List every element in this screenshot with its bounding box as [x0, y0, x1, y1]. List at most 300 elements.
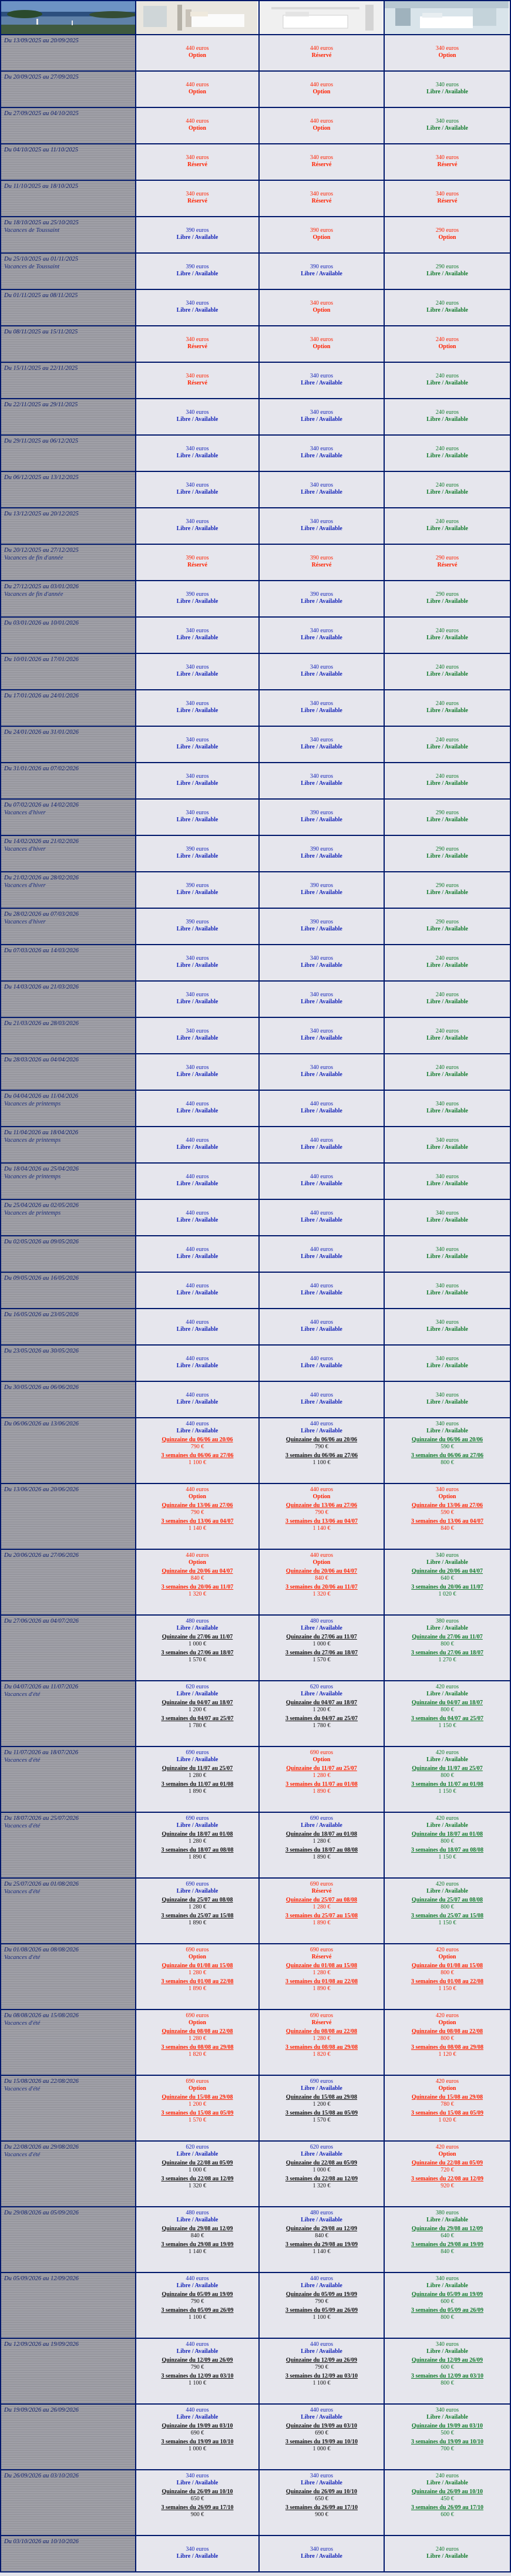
booking-cell[interactable] — [136, 2273, 260, 2339]
booking-cell[interactable] — [385, 326, 511, 363]
booking-cell[interactable] — [260, 363, 385, 399]
booking-cell[interactable] — [260, 1273, 385, 1309]
booking-cell[interactable] — [260, 1879, 385, 1944]
three-weeks-link[interactable]: 3 semaines du 05/09 au 26/09 — [285, 2307, 358, 2314]
booking-cell[interactable] — [260, 1091, 385, 1127]
booking-cell[interactable] — [260, 181, 385, 217]
three-weeks-link[interactable]: 3 semaines du 26/09 au 17/10 — [285, 2504, 358, 2511]
booking-cell[interactable] — [136, 618, 260, 654]
booking-cell[interactable] — [260, 872, 385, 909]
three-weeks-link[interactable]: 3 semaines du 05/09 au 26/09 — [161, 2307, 234, 2314]
three-weeks-link[interactable]: 3 semaines du 04/07 au 25/07 — [411, 1715, 484, 1722]
booking-cell[interactable] — [385, 217, 511, 254]
booking-cell[interactable] — [136, 727, 260, 763]
fortnight-link[interactable]: Quinzaine du 11/07 au 25/07 — [162, 1765, 233, 1772]
three-weeks-price: 1 820 € — [312, 2051, 331, 2058]
fortnight-link[interactable]: Quinzaine du 15/08 au 29/08 — [162, 2094, 233, 2100]
booking-cell[interactable] — [260, 1018, 385, 1054]
three-weeks-link[interactable]: 3 semaines du 06/06 au 27/06 — [285, 1452, 358, 1459]
booking-cell[interactable] — [260, 254, 385, 290]
status-badge: Option — [188, 52, 206, 59]
booking-cell[interactable] — [385, 144, 511, 181]
price-week: 340 euros — [186, 1028, 209, 1034]
booking-cell[interactable] — [385, 763, 511, 800]
booking-cell[interactable] — [385, 472, 511, 508]
booking-cell[interactable] — [385, 1616, 511, 1681]
status-badge: Libre / Available — [426, 780, 468, 787]
booking-cell[interactable] — [260, 326, 385, 363]
booking-cell[interactable] — [385, 1054, 511, 1091]
booking-cell[interactable] — [136, 2010, 260, 2076]
booking-cell[interactable] — [260, 2273, 385, 2339]
booking-cell[interactable] — [136, 2142, 260, 2207]
booking-cell[interactable] — [136, 581, 260, 618]
booking-cell[interactable] — [136, 472, 260, 508]
booking-cell[interactable] — [136, 1382, 260, 1418]
fortnight-link[interactable]: Quinzaine du 19/09 au 03/10 — [162, 2423, 233, 2429]
booking-cell[interactable] — [385, 945, 511, 982]
three-weeks-link[interactable]: 3 semaines du 22/08 au 12/09 — [161, 2176, 234, 2182]
fortnight-link[interactable]: Quinzaine du 12/09 au 26/09 — [411, 2357, 483, 2363]
price-week: 340 euros — [310, 154, 334, 161]
price-week: 340 euros — [186, 2473, 209, 2479]
booking-cell[interactable] — [260, 1382, 385, 1418]
fortnight-link[interactable]: Quinzaine du 29/08 au 12/09 — [411, 2226, 483, 2232]
price-week: 690 euros — [186, 1947, 209, 1953]
fortnight-link[interactable]: Quinzaine du 01/08 au 15/08 — [162, 1963, 233, 1969]
booking-cell[interactable] — [136, 399, 260, 436]
booking-cell[interactable] — [260, 581, 385, 618]
booking-cell[interactable] — [136, 1309, 260, 1346]
booking-cell[interactable] — [385, 2142, 511, 2207]
fortnight-link[interactable]: Quinzaine du 12/09 au 26/09 — [162, 2357, 233, 2363]
week-label — [0, 2076, 136, 2142]
booking-cell[interactable] — [260, 1813, 385, 1879]
three-weeks-link[interactable]: 3 semaines du 15/08 au 05/09 — [411, 2110, 484, 2116]
three-weeks-link[interactable]: 3 semaines du 06/06 au 27/06 — [411, 1452, 484, 1459]
booking-cell[interactable] — [136, 872, 260, 909]
fortnight-link[interactable]: Quinzaine du 15/08 au 29/08 — [411, 2094, 483, 2100]
three-weeks-link[interactable]: 3 semaines du 25/07 au 15/08 — [161, 1913, 234, 1919]
booking-cell[interactable] — [260, 654, 385, 690]
booking-cell[interactable] — [136, 1054, 260, 1091]
booking-cell[interactable] — [136, 217, 260, 254]
three-weeks-link[interactable]: 3 semaines du 22/08 au 12/09 — [285, 2176, 358, 2182]
booking-cell[interactable] — [385, 1200, 511, 1236]
booking-cell[interactable] — [136, 945, 260, 982]
booking-cell[interactable] — [260, 1550, 385, 1616]
fortnight-link[interactable]: Quinzaine du 05/09 au 19/09 — [411, 2291, 483, 2298]
fortnight-link[interactable]: Quinzaine du 27/06 au 11/07 — [162, 1634, 233, 1640]
three-weeks-link[interactable]: 3 semaines du 20/06 au 11/07 — [285, 1584, 358, 1590]
holiday-label: Vacances d'été — [4, 1889, 41, 1895]
booking-cell[interactable] — [136, 1879, 260, 1944]
booking-cell[interactable] — [136, 35, 260, 72]
fortnight-link[interactable]: Quinzaine du 25/07 au 08/08 — [285, 1897, 358, 1903]
booking-cell[interactable] — [136, 72, 260, 108]
booking-cell[interactable] — [136, 1944, 260, 2010]
booking-cell[interactable] — [136, 108, 260, 144]
three-weeks-link[interactable]: 3 semaines du 08/08 au 29/08 — [285, 2044, 358, 2051]
booking-cell[interactable] — [136, 2536, 260, 2572]
booking-cell[interactable] — [385, 2076, 511, 2142]
booking-cell[interactable] — [260, 1200, 385, 1236]
three-weeks-link[interactable]: 3 semaines du 18/07 au 08/08 — [161, 1847, 234, 1853]
fortnight-link[interactable]: Quinzaine du 13/06 au 27/06 — [411, 1502, 483, 1509]
booking-cell[interactable] — [260, 2207, 385, 2273]
booking-cell[interactable] — [136, 2076, 260, 2142]
fortnight-link[interactable]: Quinzaine du 18/07 au 01/08 — [285, 1831, 358, 1837]
fortnight-link[interactable]: Quinzaine du 19/09 au 03/10 — [285, 2423, 358, 2429]
three-weeks-price: 1 570 € — [312, 1657, 331, 1663]
booking-cell[interactable] — [260, 727, 385, 763]
status-badge: Réservé — [311, 1954, 332, 1960]
fortnight-link[interactable]: Quinzaine du 18/07 au 01/08 — [162, 1831, 233, 1837]
booking-cell[interactable] — [260, 72, 385, 108]
booking-cell[interactable] — [136, 800, 260, 836]
booking-cell[interactable] — [385, 1944, 511, 2010]
fortnight-link[interactable]: Quinzaine du 22/08 au 05/09 — [162, 2160, 233, 2166]
status-badge: Libre / Available — [301, 817, 342, 823]
booking-cell[interactable] — [260, 618, 385, 654]
booking-cell[interactable] — [260, 1747, 385, 1813]
fortnight-link[interactable]: Quinzaine du 04/07 au 18/07 — [162, 1700, 233, 1706]
booking-cell[interactable] — [136, 2207, 260, 2273]
booking-cell[interactable] — [260, 1236, 385, 1273]
booking-cell[interactable] — [136, 763, 260, 800]
fortnight-link[interactable]: Quinzaine du 20/06 au 04/07 — [411, 1568, 483, 1574]
booking-cell[interactable] — [385, 290, 511, 326]
fortnight-link[interactable]: Quinzaine du 08/08 au 22/08 — [411, 2028, 483, 2035]
booking-cell[interactable] — [260, 1346, 385, 1382]
booking-cell[interactable] — [385, 2273, 511, 2339]
fortnight-link[interactable]: Quinzaine du 05/09 au 19/09 — [162, 2291, 233, 2298]
booking-cell[interactable] — [260, 800, 385, 836]
booking-cell[interactable] — [136, 1018, 260, 1054]
booking-cell[interactable] — [136, 363, 260, 399]
booking-cell[interactable] — [260, 508, 385, 545]
booking-cell[interactable] — [136, 2339, 260, 2405]
three-weeks-link[interactable]: 3 semaines du 04/07 au 25/07 — [285, 1715, 358, 1722]
booking-cell[interactable] — [385, 618, 511, 654]
fortnight-link[interactable]: Quinzaine du 06/06 au 20/06 — [411, 1437, 483, 1443]
booking-cell[interactable] — [136, 2470, 260, 2536]
fortnight-link[interactable]: Quinzaine du 04/07 au 18/07 — [411, 1700, 483, 1706]
three-weeks-link[interactable]: 3 semaines du 15/08 au 05/09 — [161, 2110, 234, 2116]
fortnight-link[interactable]: Quinzaine du 19/09 au 03/10 — [411, 2423, 483, 2429]
booking-cell[interactable] — [385, 2536, 511, 2572]
booking-cell[interactable] — [136, 326, 260, 363]
booking-cell[interactable] — [385, 254, 511, 290]
three-weeks-link[interactable]: 3 semaines du 26/09 au 17/10 — [411, 2504, 484, 2511]
booking-cell[interactable] — [136, 254, 260, 290]
fortnight-link[interactable]: Quinzaine du 29/08 au 12/09 — [162, 2226, 233, 2232]
booking-cell[interactable] — [136, 545, 260, 581]
booking-cell[interactable] — [385, 1236, 511, 1273]
status-badge: Libre / Available — [176, 744, 218, 750]
booking-cell[interactable] — [136, 1747, 260, 1813]
booking-cell[interactable] — [385, 2207, 511, 2273]
booking-cell[interactable] — [136, 1550, 260, 1616]
booking-cell[interactable] — [260, 1309, 385, 1346]
booking-cell[interactable] — [136, 1236, 260, 1273]
price-week: 440 euros — [186, 1174, 209, 1180]
booking-cell[interactable] — [385, 1382, 511, 1418]
booking-cell[interactable] — [385, 1418, 511, 1484]
three-weeks-link[interactable]: 3 semaines du 29/08 au 19/09 — [285, 2241, 358, 2248]
booking-cell[interactable] — [385, 1813, 511, 1879]
three-weeks-link[interactable]: 3 semaines du 08/08 au 29/08 — [411, 2044, 484, 2051]
booking-cell[interactable] — [260, 1681, 385, 1747]
booking-cell[interactable] — [136, 2405, 260, 2470]
price-week: 240 euros — [435, 300, 459, 306]
booking-cell[interactable] — [385, 72, 511, 108]
price-week: 340 euros — [186, 700, 209, 707]
booking-cell[interactable] — [385, 2339, 511, 2405]
three-weeks-link[interactable]: 3 semaines du 27/06 au 18/07 — [411, 1650, 484, 1656]
three-weeks-link[interactable]: 3 semaines du 12/09 au 03/10 — [161, 2373, 234, 2379]
booking-cell[interactable] — [385, 545, 511, 581]
booking-cell[interactable] — [385, 436, 511, 472]
booking-cell[interactable] — [136, 1813, 260, 1879]
booking-cell[interactable] — [260, 1054, 385, 1091]
three-weeks-link[interactable]: 3 semaines du 25/07 au 15/08 — [411, 1913, 484, 1919]
three-weeks-link[interactable]: 3 semaines du 11/07 au 01/08 — [411, 1781, 483, 1788]
booking-cell[interactable] — [385, 508, 511, 545]
booking-cell[interactable] — [385, 108, 511, 144]
booking-cell[interactable] — [260, 763, 385, 800]
price-week: 690 euros — [186, 1881, 209, 1887]
booking-cell[interactable] — [260, 1944, 385, 2010]
price-week: 340 euros — [186, 664, 209, 670]
status-badge: Libre / Available — [176, 962, 218, 969]
booking-cell[interactable] — [385, 1164, 511, 1200]
booking-cell[interactable] — [260, 690, 385, 727]
three-weeks-link[interactable]: 3 semaines du 22/08 au 12/09 — [411, 2176, 484, 2182]
booking-cell[interactable] — [385, 1309, 511, 1346]
booking-cell[interactable] — [260, 2339, 385, 2405]
booking-cell[interactable] — [385, 727, 511, 763]
booking-cell[interactable] — [260, 399, 385, 436]
booking-cell[interactable] — [260, 472, 385, 508]
fortnight-link[interactable]: Quinzaine du 08/08 au 22/08 — [285, 2028, 358, 2035]
fortnight-link[interactable]: Quinzaine du 13/06 au 27/06 — [162, 1502, 233, 1509]
booking-cell[interactable] — [385, 872, 511, 909]
booking-cell[interactable] — [136, 836, 260, 872]
booking-cell[interactable] — [260, 1164, 385, 1200]
fortnight-link[interactable]: Quinzaine du 11/07 au 25/07 — [286, 1765, 357, 1772]
three-weeks-link[interactable]: 3 semaines du 27/06 au 18/07 — [161, 1650, 234, 1656]
booking-cell[interactable] — [260, 1616, 385, 1681]
booking-cell[interactable] — [136, 1164, 260, 1200]
fortnight-link[interactable]: Quinzaine du 27/06 au 11/07 — [286, 1634, 357, 1640]
booking-cell[interactable] — [385, 1127, 511, 1164]
booking-cell[interactable] — [260, 2076, 385, 2142]
booking-cell[interactable] — [260, 144, 385, 181]
booking-cell[interactable] — [136, 144, 260, 181]
fortnight-link[interactable]: Quinzaine du 15/08 au 29/08 — [285, 2094, 358, 2100]
three-weeks-link[interactable]: 3 semaines du 01/08 au 22/08 — [161, 1978, 234, 1985]
booking-cell[interactable] — [136, 1681, 260, 1747]
booking-cell[interactable] — [385, 1550, 511, 1616]
three-weeks-link[interactable]: 3 semaines du 01/08 au 22/08 — [285, 1978, 358, 1985]
booking-cell[interactable] — [260, 2470, 385, 2536]
booking-cell[interactable] — [385, 181, 511, 217]
booking-cell[interactable] — [260, 545, 385, 581]
booking-cell[interactable] — [260, 217, 385, 254]
three-weeks-link[interactable]: 3 semaines du 20/06 au 11/07 — [411, 1584, 483, 1590]
booking-cell[interactable] — [385, 800, 511, 836]
three-weeks-link[interactable]: 3 semaines du 11/07 au 01/08 — [161, 1781, 234, 1788]
week-dates: Du 20/09/2025 au 27/09/2025 — [4, 74, 79, 80]
fortnight-link[interactable]: Quinzaine du 06/06 au 20/06 — [162, 1437, 233, 1443]
three-weeks-link[interactable]: 3 semaines du 13/06 au 04/07 — [285, 1518, 358, 1525]
fortnight-link[interactable]: Quinzaine du 25/07 au 08/08 — [162, 1897, 233, 1903]
booking-cell[interactable] — [136, 909, 260, 945]
three-weeks-link[interactable]: 3 semaines du 19/09 au 10/10 — [285, 2439, 358, 2445]
booking-cell[interactable] — [136, 290, 260, 326]
booking-cell[interactable] — [385, 1747, 511, 1813]
booking-cell[interactable] — [136, 690, 260, 727]
booking-cell[interactable] — [260, 35, 385, 72]
three-weeks-link[interactable]: 3 semaines du 26/09 au 17/10 — [161, 2504, 234, 2511]
status-badge: Libre / Available — [426, 1691, 468, 1697]
booking-cell[interactable] — [260, 2536, 385, 2572]
booking-cell[interactable] — [260, 436, 385, 472]
three-weeks-link[interactable]: 3 semaines du 01/08 au 22/08 — [411, 1978, 484, 1985]
booking-cell[interactable] — [260, 2405, 385, 2470]
fortnight-link[interactable]: Quinzaine du 05/09 au 19/09 — [285, 2291, 358, 2298]
fortnight-link[interactable]: Quinzaine du 04/07 au 18/07 — [285, 1700, 358, 1706]
fortnight-link[interactable]: Quinzaine du 22/08 au 05/09 — [411, 2160, 483, 2166]
booking-cell[interactable] — [260, 1418, 385, 1484]
booking-cell[interactable] — [136, 1616, 260, 1681]
booking-cell[interactable] — [385, 982, 511, 1018]
booking-cell[interactable] — [385, 1681, 511, 1747]
booking-cell[interactable] — [385, 35, 511, 72]
booking-cell[interactable] — [385, 581, 511, 618]
fortnight-link[interactable]: Quinzaine du 12/09 au 26/09 — [285, 2357, 358, 2363]
booking-cell[interactable] — [385, 399, 511, 436]
fortnight-link[interactable]: Quinzaine du 01/08 au 15/08 — [411, 1963, 483, 1969]
three-weeks-link[interactable]: 3 semaines du 29/08 au 19/09 — [411, 2241, 484, 2248]
fortnight-link[interactable]: Quinzaine du 11/07 au 25/07 — [412, 1765, 483, 1772]
fortnight-link[interactable]: Quinzaine du 18/07 au 01/08 — [411, 1831, 483, 1837]
booking-cell[interactable] — [385, 1484, 511, 1550]
booking-cell[interactable] — [136, 1091, 260, 1127]
fortnight-link[interactable]: Quinzaine du 13/06 au 27/06 — [285, 1502, 358, 1509]
status-badge: Libre / Available — [301, 2348, 342, 2355]
three-weeks-link[interactable]: 3 semaines du 05/09 au 26/09 — [411, 2307, 484, 2314]
booking-cell[interactable] — [385, 1346, 511, 1382]
fortnight-link[interactable]: Quinzaine du 06/06 au 20/06 — [285, 1437, 358, 1443]
three-weeks-link[interactable]: 3 semaines du 15/08 au 05/09 — [285, 2110, 358, 2116]
fortnight-link[interactable]: Quinzaine du 26/09 au 10/10 — [162, 2489, 233, 2495]
booking-cell[interactable] — [260, 1484, 385, 1550]
booking-cell[interactable] — [385, 690, 511, 727]
three-weeks-link[interactable]: 3 semaines du 12/09 au 03/10 — [285, 2373, 358, 2379]
booking-cell[interactable] — [260, 982, 385, 1018]
three-weeks-link[interactable]: 3 semaines du 06/06 au 27/06 — [161, 1452, 234, 1459]
three-weeks-link[interactable]: 3 semaines du 13/06 au 04/07 — [411, 1518, 484, 1525]
fortnight-link[interactable]: Quinzaine du 26/09 au 10/10 — [285, 2489, 358, 2495]
booking-cell[interactable] — [385, 1018, 511, 1054]
three-weeks-link[interactable]: 3 semaines du 27/06 au 18/07 — [285, 1650, 358, 1656]
booking-cell[interactable] — [385, 1879, 511, 1944]
booking-cell[interactable] — [260, 1127, 385, 1164]
three-weeks-link[interactable]: 3 semaines du 29/08 au 19/09 — [161, 2241, 234, 2248]
three-weeks-link[interactable]: 3 semaines du 04/07 au 25/07 — [161, 1715, 234, 1722]
booking-cell[interactable] — [136, 1273, 260, 1309]
holiday-label: Vacances de fin d'année — [4, 555, 63, 561]
fortnight-link[interactable]: Quinzaine du 20/06 au 04/07 — [285, 1568, 358, 1574]
fortnight-link[interactable]: Quinzaine du 08/08 au 22/08 — [162, 2028, 233, 2035]
booking-cell[interactable] — [385, 2470, 511, 2536]
booking-cell[interactable] — [260, 945, 385, 982]
fortnight-link[interactable]: Quinzaine du 26/09 au 10/10 — [411, 2489, 483, 2495]
booking-cell[interactable] — [260, 2142, 385, 2207]
fortnight-link[interactable]: Quinzaine du 20/06 au 04/07 — [162, 1568, 233, 1574]
booking-cell[interactable] — [260, 909, 385, 945]
booking-cell[interactable] — [136, 508, 260, 545]
booking-cell[interactable] — [260, 2010, 385, 2076]
three-weeks-link[interactable]: 3 semaines du 08/08 au 29/08 — [161, 2044, 234, 2051]
fortnight-link[interactable]: Quinzaine du 27/06 au 11/07 — [412, 1634, 483, 1640]
three-weeks-link[interactable]: 3 semaines du 18/07 au 08/08 — [285, 1847, 358, 1853]
booking-cell[interactable] — [136, 982, 260, 1018]
booking-cell[interactable] — [136, 1418, 260, 1484]
fortnight-price: 590 € — [441, 1444, 454, 1450]
three-weeks-link[interactable]: 3 semaines du 19/09 au 10/10 — [411, 2439, 484, 2445]
booking-cell[interactable] — [260, 290, 385, 326]
fortnight-link[interactable]: Quinzaine du 22/08 au 05/09 — [285, 2160, 358, 2166]
booking-cell[interactable] — [385, 2010, 511, 2076]
fortnight-link[interactable]: Quinzaine du 29/08 au 12/09 — [285, 2226, 358, 2232]
fortnight-price: 640 € — [441, 2233, 454, 2239]
booking-cell[interactable] — [385, 2405, 511, 2470]
fortnight-link[interactable]: Quinzaine du 25/07 au 08/08 — [411, 1897, 483, 1903]
three-weeks-link[interactable]: 3 semaines du 25/07 au 15/08 — [285, 1913, 358, 1919]
booking-cell[interactable] — [385, 363, 511, 399]
booking-cell[interactable] — [385, 1091, 511, 1127]
booking-cell[interactable] — [385, 654, 511, 690]
booking-cell[interactable] — [136, 654, 260, 690]
booking-cell[interactable] — [136, 436, 260, 472]
booking-cell[interactable] — [385, 1273, 511, 1309]
week-label — [0, 1813, 136, 1879]
booking-cell[interactable] — [136, 1200, 260, 1236]
three-weeks-link[interactable]: 3 semaines du 20/06 au 11/07 — [161, 1584, 234, 1590]
booking-cell[interactable] — [136, 1484, 260, 1550]
booking-cell[interactable] — [260, 836, 385, 872]
status-badge: Option — [312, 1559, 331, 1566]
booking-cell[interactable] — [260, 108, 385, 144]
booking-cell[interactable] — [136, 1127, 260, 1164]
three-weeks-link[interactable]: 3 semaines du 11/07 au 01/08 — [285, 1781, 358, 1788]
week-dates: Du 07/03/2026 au 14/03/2026 — [4, 948, 79, 954]
three-weeks-link[interactable]: 3 semaines du 19/09 au 10/10 — [161, 2439, 234, 2445]
booking-cell[interactable] — [385, 836, 511, 872]
booking-cell[interactable] — [136, 181, 260, 217]
booking-cell[interactable] — [385, 909, 511, 945]
booking-cell[interactable] — [136, 1346, 260, 1382]
week-label — [0, 763, 136, 800]
three-weeks-link[interactable]: 3 semaines du 12/09 au 03/10 — [411, 2373, 484, 2379]
price-week: 340 euros — [435, 191, 459, 197]
three-weeks-link[interactable]: 3 semaines du 18/07 au 08/08 — [411, 1847, 484, 1853]
three-weeks-link[interactable]: 3 semaines du 13/06 au 04/07 — [161, 1518, 234, 1525]
fortnight-link[interactable]: Quinzaine du 01/08 au 15/08 — [285, 1963, 358, 1969]
